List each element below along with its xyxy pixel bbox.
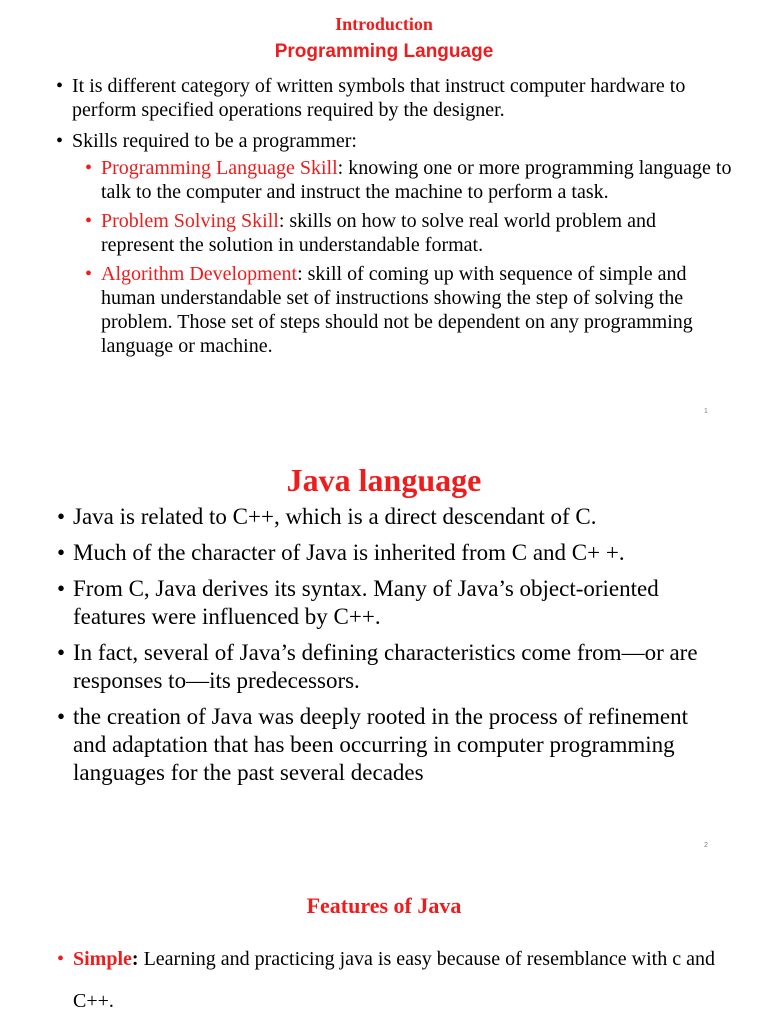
bullet-icon: • <box>85 157 93 179</box>
bullet-item <box>57 575 713 631</box>
bullet-text: Skills required to be a programmer: <box>72 130 357 152</box>
skill-term: Programming Language Skill <box>101 157 338 179</box>
sub-bullet-item <box>85 156 732 204</box>
bullet-text: It is different category of written symbols that instruct computer hardware to perform specified operations required by the designer. <box>72 75 686 121</box>
bullet-text: In fact, several of Java’s defining characteristics come from—or are responses to—its predecessors. <box>73 640 698 693</box>
bullet-item <box>56 74 732 122</box>
bullet-icon: • <box>57 504 66 529</box>
bullet-item <box>57 938 733 1022</box>
slide-2-bullet-list <box>57 503 713 795</box>
bullet-icon: • <box>57 576 66 601</box>
bullet-item <box>57 703 713 787</box>
skill-term: Problem Solving Skill <box>101 210 279 232</box>
skill-term: Algorithm Development <box>101 263 298 285</box>
skills-sub-list <box>85 156 732 358</box>
bullet-item <box>57 503 713 531</box>
bullet-icon: • <box>57 948 65 970</box>
slide-1-subtitle: Programming Language <box>274 41 494 62</box>
skill-description: : skills on how to solve real world problem and represent the solution in understandable format. <box>101 210 656 256</box>
slide-1-title: Introduction <box>335 14 433 34</box>
bullet-icon: • <box>57 640 66 665</box>
bullet-icon: • <box>85 263 93 285</box>
bullet-item <box>57 539 713 567</box>
slide-3-bullet-list <box>57 938 733 1022</box>
bullet-icon: • <box>56 130 64 152</box>
bullet-item <box>57 639 713 695</box>
slide-1-bullet-list <box>56 74 732 365</box>
sub-bullet-item <box>85 209 732 257</box>
slide-3-title: Features of Java <box>306 893 462 918</box>
bullet-text: Much of the character of Java is inherited from C and C+ +. <box>73 540 625 565</box>
page-number: 1 <box>704 408 708 415</box>
bullet-text: From C, Java derives its syntax. Many of Java’s object-oriented features were influenced by C++. <box>73 576 659 629</box>
bullet-icon: • <box>57 704 66 729</box>
bullet-icon: • <box>85 210 93 232</box>
feature-term: Simple <box>73 948 132 970</box>
bullet-text: Java is related to C++, which is a direct descendant of C. <box>73 504 597 529</box>
bullet-icon: • <box>56 75 64 97</box>
feature-colon: : <box>131 948 139 970</box>
skill-description: : skill of coming up with sequence of simple and human understandable set of instructions showing the step of solving the problem. Those set of steps should not be dependent on any programming language or machine. <box>101 263 693 357</box>
bullet-text: the creation of Java was deeply rooted in the process of refinement and adaptation that has been occurring in computer programming languages for the past several decades <box>73 704 689 785</box>
feature-description: Learning and practicing java is easy because of resemblance with c and C++. <box>73 948 715 1012</box>
bullet-item <box>56 129 732 358</box>
slide-2-title: Java language <box>286 462 482 498</box>
page-number: 2 <box>704 842 708 849</box>
bullet-icon: • <box>57 540 66 565</box>
skill-description: : knowing one or more programming language to talk to the computer and instruct the machine to perform a task. <box>101 157 732 203</box>
sub-bullet-item <box>85 262 732 358</box>
